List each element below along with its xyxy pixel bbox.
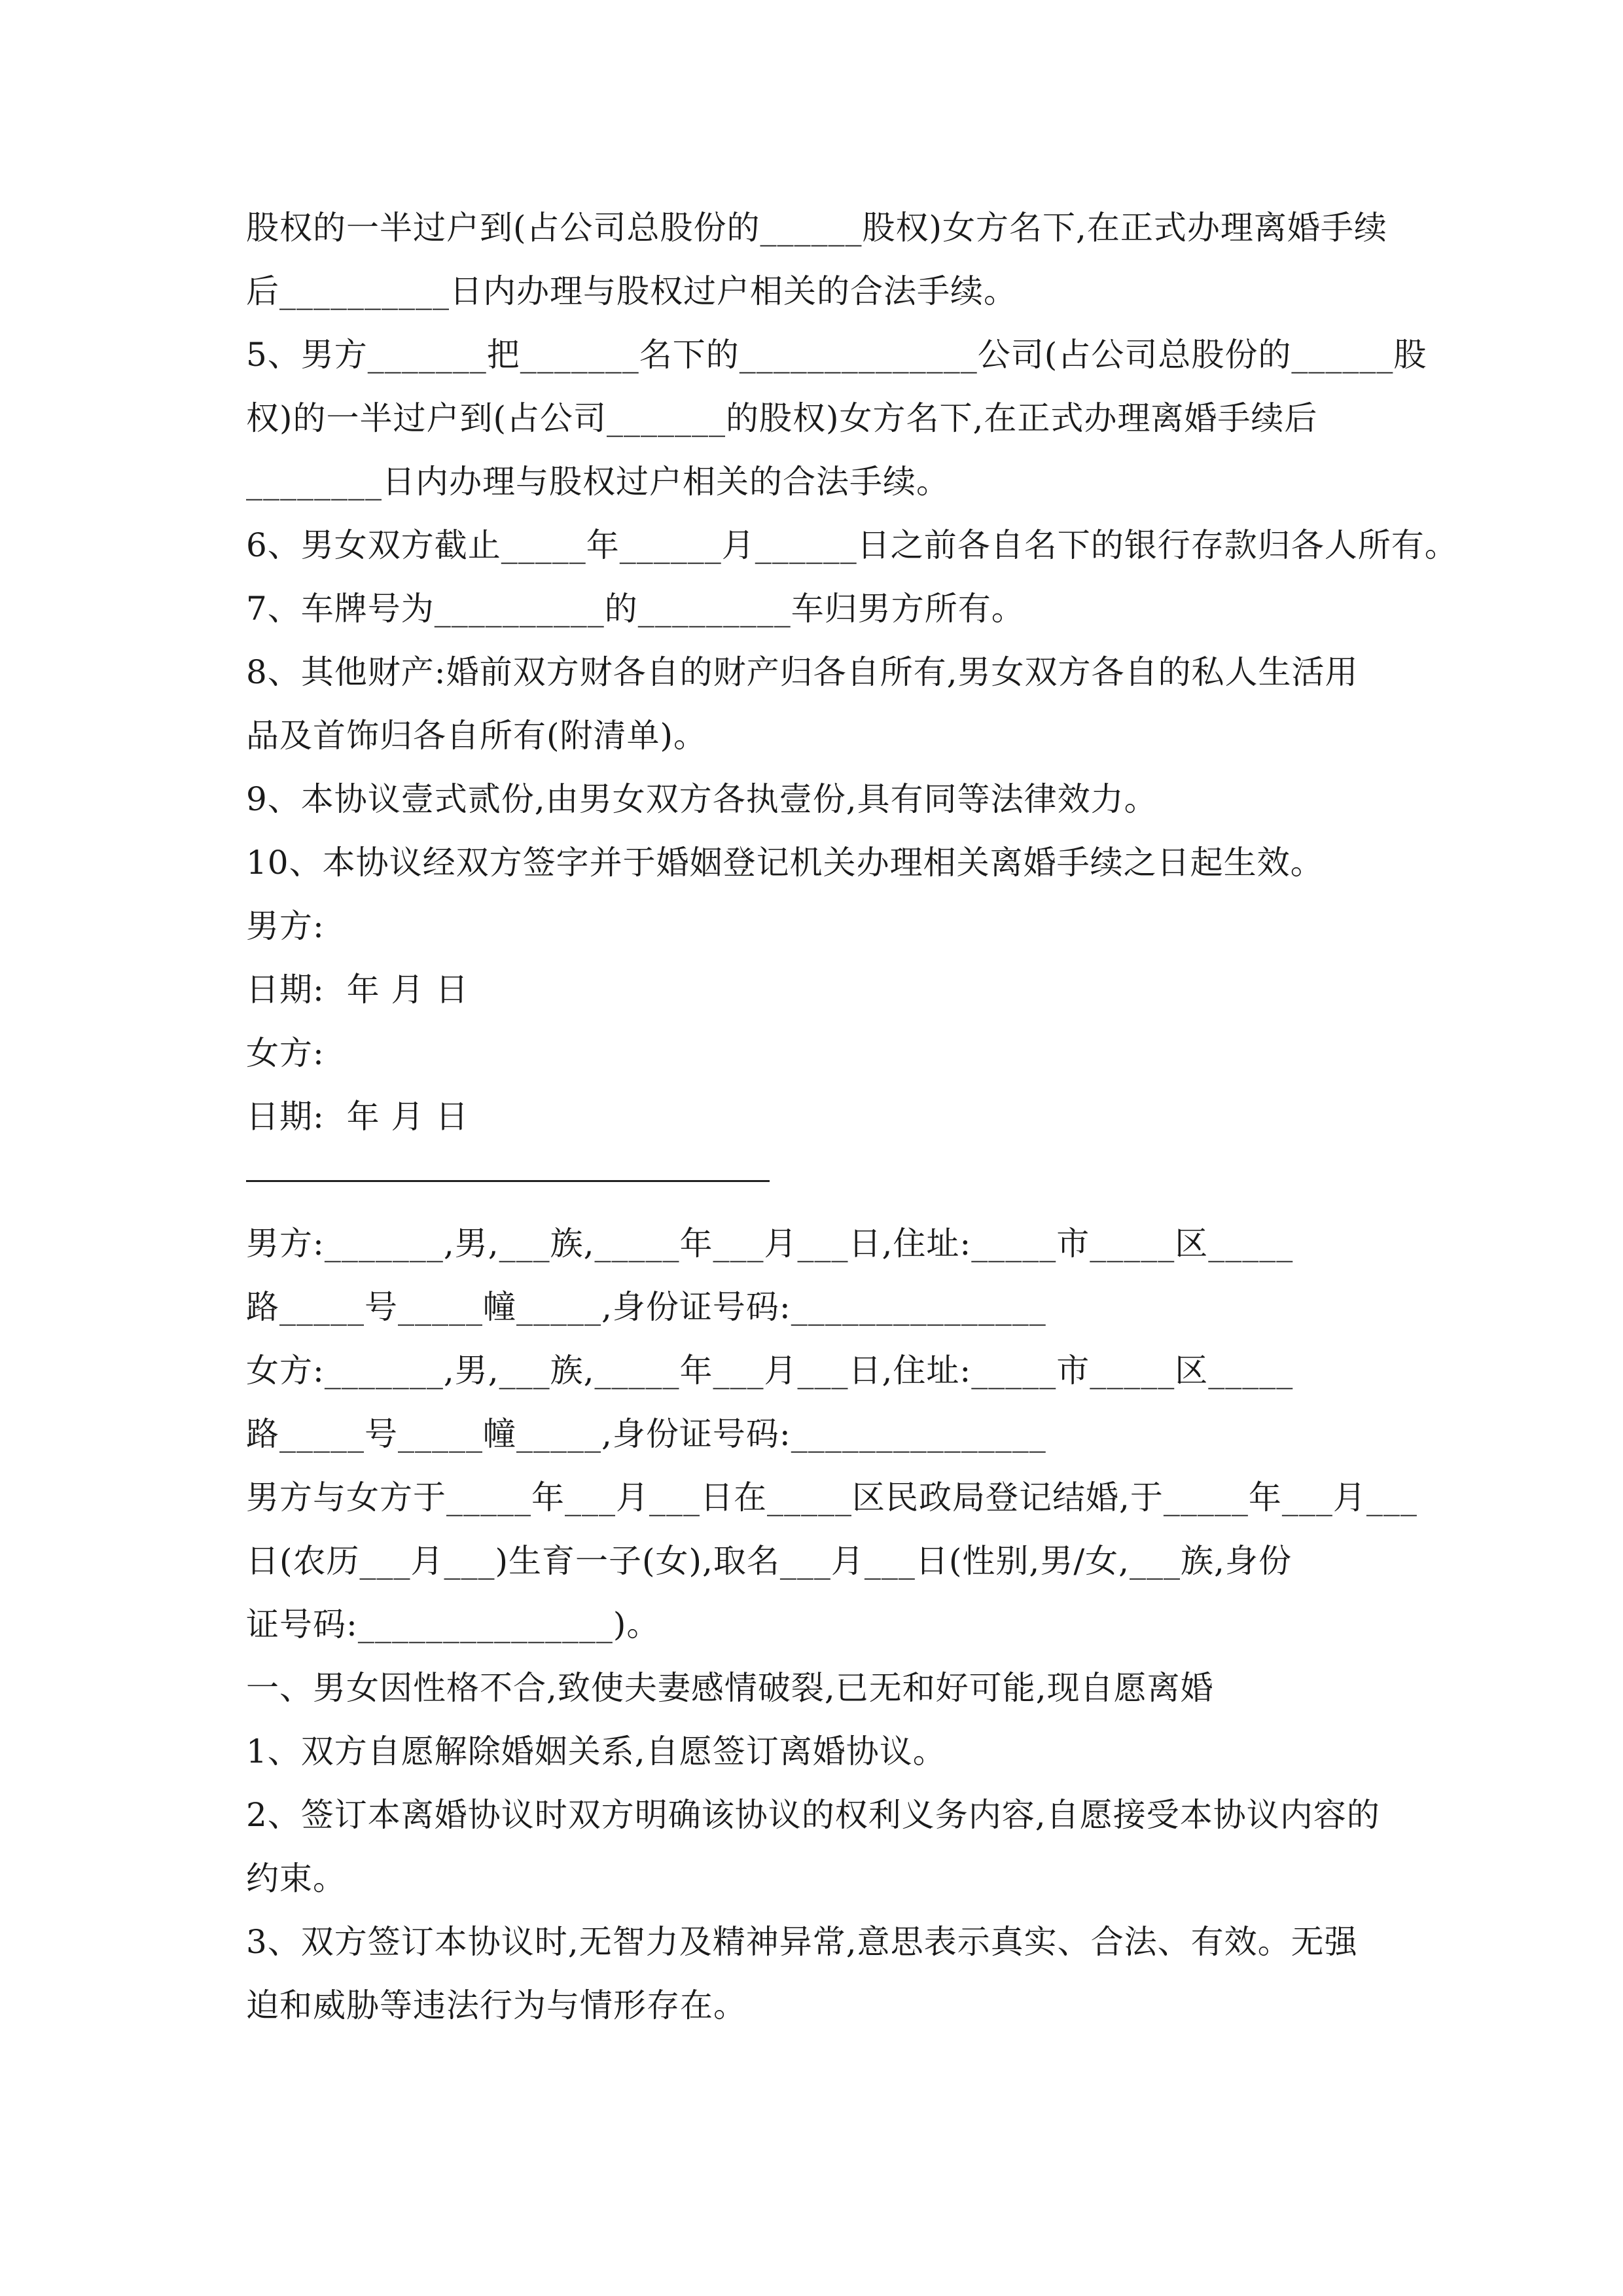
text-line: ________日内办理与股权过户相关的合法手续。	[246, 463, 950, 501]
text-line: 3、双方签订本协议时,无智力及精神异常,意思表示真实、合法、有效。无强	[246, 1923, 1358, 1961]
text-line: 证号码:_______________)。	[246, 1605, 660, 1643]
text-line: 约束。	[246, 1859, 346, 1897]
text-line: 9、本协议壹式贰份,由男女双方各执壹份,具有同等法律效力。	[246, 780, 1158, 818]
text-line: 7、车牌号为__________的_________车归男方所有。	[246, 590, 1025, 628]
text-line: 日(农历___月___)生育一子(女),取名___月___日(性别,男/女,___族,身份	[246, 1542, 1292, 1580]
section-divider	[246, 1149, 1378, 1212]
text-line: 后__________日内办理与股权过户相关的合法手续。	[246, 272, 1017, 310]
text-line: 5、男方_______把_______名下的______________公司(占公司总股份的______股	[246, 336, 1427, 374]
text-line: 8、其他财产:婚前双方财各自的财产归各自所有,男女双方各自的私人生活用	[246, 653, 1359, 691]
text-line: 一、男女因性格不合,致使夫妻感情破裂,已无和好可能,现自愿离婚	[246, 1669, 1214, 1707]
signature-label-female: 女方:	[246, 1034, 325, 1072]
document-page	[246, 196, 1458, 2037]
date-line-male: 日期: 年 月 日	[246, 971, 469, 1009]
text-line: 2、签订本离婚协议时双方明确该协议的权利义务内容,自愿接受本协议内容的	[246, 1796, 1380, 1834]
text-line: 男方:_______,男,___族,_____年___月___日,住址:_____市_____区_____	[246, 1225, 1294, 1263]
text-line: 股权的一半过户到(占公司总股份的______股权)女方名下,在正式办理离婚手续	[246, 209, 1387, 247]
signature-label-male: 男方:	[246, 907, 325, 945]
date-line-female: 日期: 年 月 日	[246, 1098, 469, 1136]
text-line: 路_____号_____幢_____,身份证号码:_______________	[246, 1288, 1046, 1326]
text-line: 6、男女双方截止_____年______月______日之前各自名下的银行存款归各人所有。	[246, 526, 1458, 564]
text-line: 1、双方自愿解除婚姻关系,自愿签订离婚协议。	[246, 1732, 946, 1770]
text-line: 路_____号_____幢_____,身份证号码:_______________	[246, 1415, 1046, 1453]
text-line: 10、本协议经双方签字并于婚姻登记机关办理相关离婚手续之日起生效。	[246, 844, 1324, 882]
text-line: 权)的一半过户到(占公司_______的股权)女方名下,在正式办理离婚手续后	[246, 399, 1318, 437]
text-line: 品及首饰归各自所有(附清单)。	[246, 717, 707, 755]
text-line: 女方:_______,男,___族,_____年___月___日,住址:_____市_____区_____	[246, 1352, 1294, 1390]
text-line: 迫和威胁等违法行为与情形存在。	[246, 1986, 747, 2024]
text-line: 男方与女方于_____年___月___日在_____区民政局登记结婚,于_____年___月___	[246, 1479, 1418, 1516]
